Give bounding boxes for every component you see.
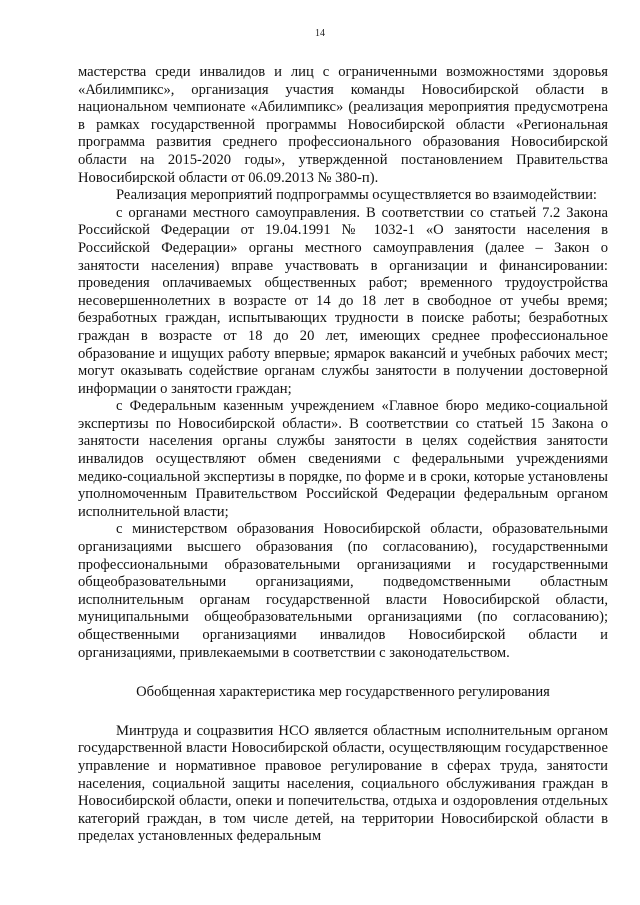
paragraph-ministry-description: Минтруда и соцразвития НСО является областным исполнительным органом государственной власти Новосибирской области, осуществляющим государственное управление и нормативное правовое регулирование в сферах труда, занятости населения, социальной защиты населения, социального обслуживания граждан в Новосибирской области, опеки и попечительства, отдыха и оздоровления отдельных категорий граждан, в том числе детей, на территории Новосибирской области в пределах установленных федеральным: [78, 722, 608, 845]
document-body: [78, 64, 608, 846]
section-heading: Обобщенная характеристика мер государственного регулирования: [136, 684, 550, 701]
paragraph-medical-expertise: с Федеральным казенным учреждением «Главное бюро медико-социальной экспертизы по Новосибирской области». В соответствии со статьей 15 Закона о занятости населения органы службы занятости в целях содействия занятости инвалидов осуществляют обмен сведениями с федеральными учреждениями медико-социальной экспертизы в порядке, по форме и в сроки, которые установлены уполномоченным Правительством Российской Федерации федеральным органом исполнительной власти;: [78, 398, 608, 520]
paragraph-education-ministry: с министерством образования Новосибирской области, образовательными организациями высшего образования (по согласованию), государственными профессиональными образовательными организациями и государственными общеобразовательными организациями, подведомственными областным исполнительным органам государственной власти Новосибирской области, муниципальными общеобразовательными организациями (по согласованию); общественными организациями инвалидов Новосибирской области и организациями, привлекаемыми в соответствии с законодательством.: [78, 521, 608, 661]
page-number: 14: [315, 28, 325, 39]
paragraph-implementation: Реализация мероприятий подпрограммы осуществляется во взаимодействии:: [116, 187, 597, 204]
paragraph-continuation: мастерства среди инвалидов и лиц с ограниченными возможностями здоровья «Абилимпикс», организация участия команды Новосибирской области в национальном чемпионате «Абилимпикс» (реализация мероприятия предусмотрена в рамках государственной программы Новосибирской области «Региональная программа развития среднего профессионального образования Новосибирской области на 2015-2020 годы», утвержденной постановлением Правительства Новосибирской области от 06.09.2013 № 380-п).: [78, 64, 608, 186]
paragraph-local-government: с органами местного самоуправления. В соответствии со статьей 7.2 Закона Российской Федерации от 19.04.1991 № 1032-1 «О занятости населения в Российской Федерации» органы местного самоуправления (далее – Закон о занятости населения) вправе участвовать в организации и финансировании: проведения оплачиваемых общественных работ; временного трудоустройства несовершеннолетних в возрасте от 14 до 18 лет в свободное от учебы время; безработных граждан, испытывающих трудности в поиске работы; безработных граждан в возрасте от 18 до 20 лет, имеющих среднее профессиональное образование и ищущих работу впервые; ярмарок вакансий и учебных рабочих мест; могут оказывать содействие органам службы занятости в получении достоверной информации о занятости граждан;: [78, 204, 608, 397]
